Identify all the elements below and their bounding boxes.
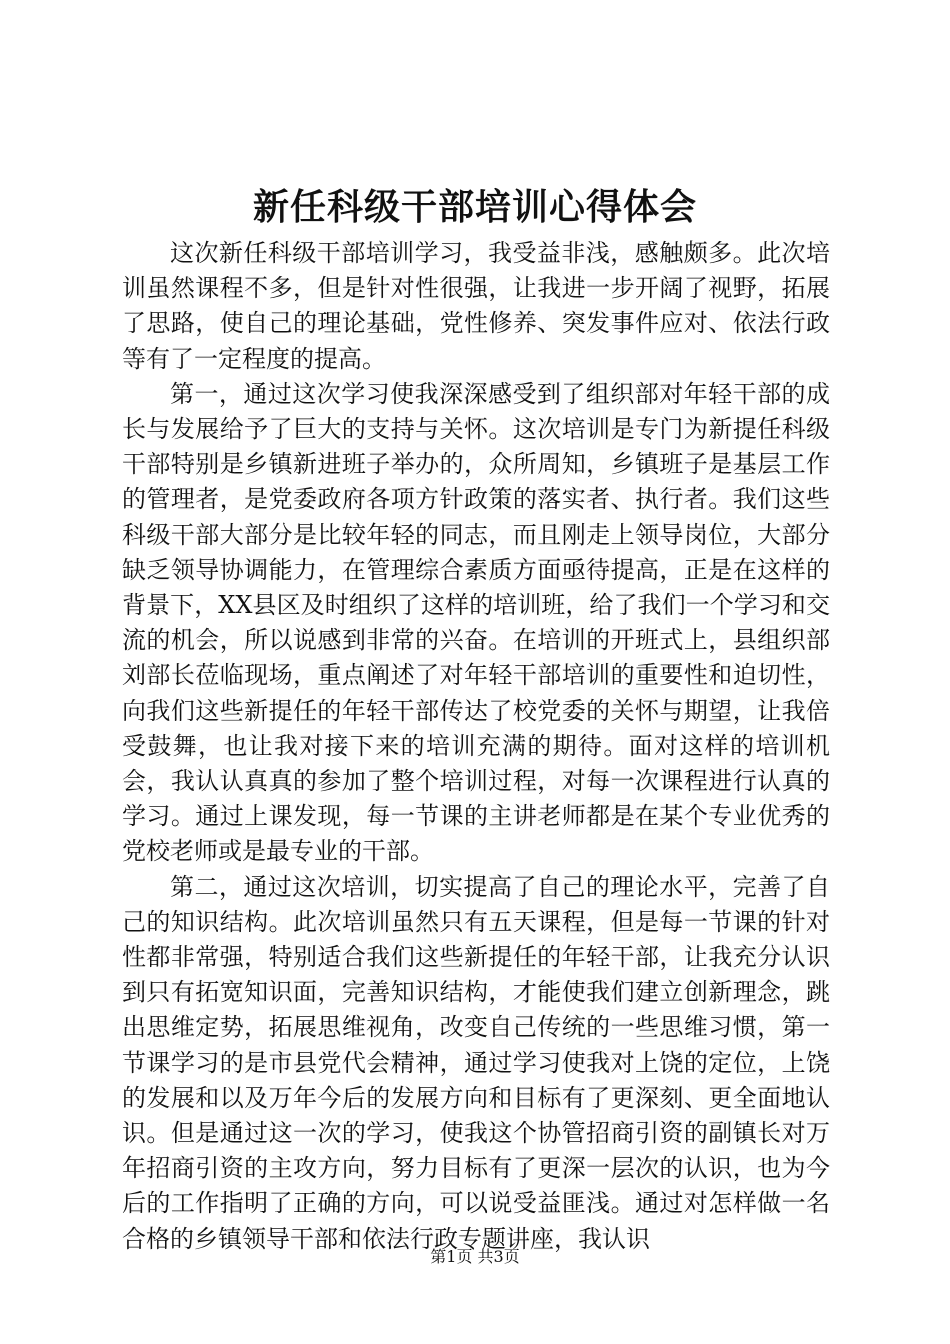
page-number-footer: 第1页 共3页	[430, 1247, 520, 1266]
paragraph-intro: 这次新任科级干部培训学习，我受益非浅，感触颇多。此次培训虽然课程不多，但是针对性很强，让我进一步开阔了视野，拓展了思路，使自己的理论基础，党性修养、突发事件应对、依法行政等有了一定程度的提高。	[122, 239, 830, 373]
document-title: 新任科级干部培训心得体会	[252, 186, 697, 228]
paragraph-first: 第一，通过这次学习使我深深感受到了组织部对年轻干部的成长与发展给予了巨大的支持与关怀。这次培训是专门为新提任科级干部特别是乡镇新进班子举办的，众所周知，乡镇班子是基层工作的管理者，是党委政府各项方针政策的落实者、执行者。我们这些科级干部大部分是比较年轻的同志，而且刚走上领导岗位，大部分缺乏领导协调能力，在管理综合素质方面亟待提高，正是在这样的背景下，XX县区及时组织了这样的培训班，给了我们一个学习和交流的机会，所以说感到非常的兴奋。在培训的开班式上，县组织部刘部长莅临现场，重点阐述了对年轻干部培训的重要性和迫切性，向我们这些新提任的年轻干部传达了校党委的关怀与期望，让我倍受鼓舞，也让我对接下来的培训充满的期待。面对这样的培训机会，我认认真真的参加了整个培训过程，对每一次课程进行认真的学习。通过上课发现，每一节课的主讲老师都是在某个专业优秀的党校老师或是最专业的干部。	[122, 379, 830, 866]
paragraph-second: 第二，通过这次培训，切实提高了自己的理论水平，完善了自己的知识结构。此次培训虽然只有五天课程，但是每一节课的针对性都非常强，特别适合我们这些新提任的年轻干部，让我充分认识到只有拓宽知识面，完善知识结构，才能使我们建立创新理念，跳出思维定势，拓展思维视角，改变自己传统的一些思维习惯，第一节课学习的是市县党代会精神，通过学习使我对上饶的定位，上饶的发展和以及万年今后的发展方向和目标有了更深刻、更全面地认识。但是通过这一次的学习，使我这个协管招商引资的副镇长对万年招商引资的主攻方向，努力目标有了更深一层次的认识，也为今后的工作指明了正确的方向，可以说受益匪浅。通过对怎样做一名合格的乡镇领导干部和依法行政专题讲座，我认识	[122, 872, 830, 1253]
document-body	[122, 236, 830, 1257]
